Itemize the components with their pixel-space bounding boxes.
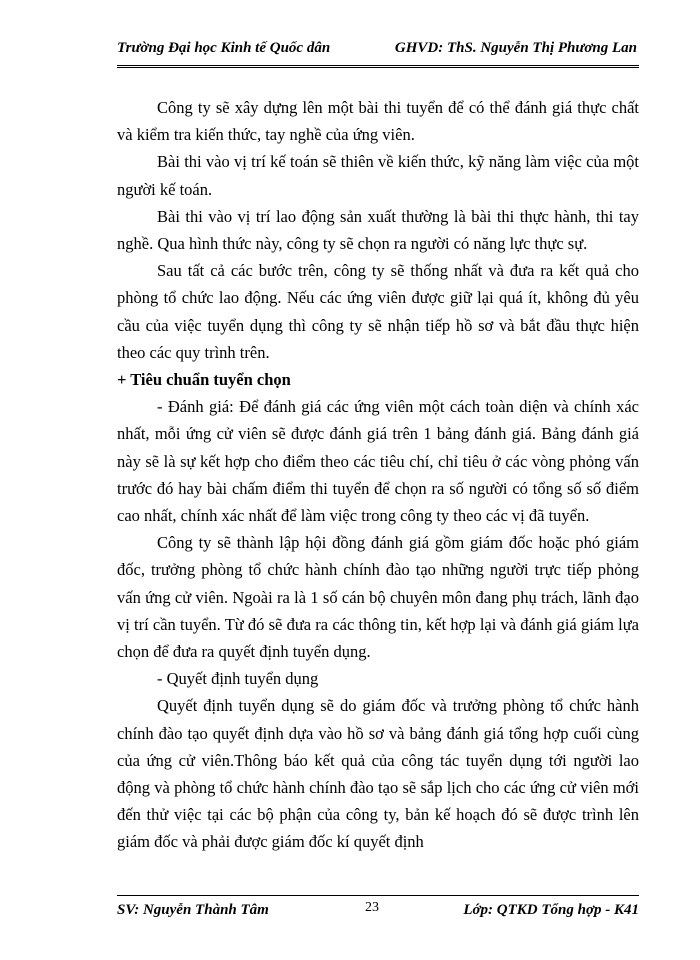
page-number: 23 bbox=[365, 900, 379, 915]
footer-class: Lớp: QTKD Tổng hợp - K41 bbox=[463, 902, 639, 918]
paragraph: Công ty sẽ xây dựng lên một bài thi tuyển để có thể đánh giá thực chất và kiểm tra kiến thức, tay nghề của ứng viên. bbox=[117, 98, 639, 145]
paragraph: Sau tất cả các bước trên, công ty sẽ thống nhất và đưa ra kết quả cho phòng tổ chức lao động. Nếu các ứng viên được giữ lại quá ít, không đủ yêu cầu của việc tuyển dụng thì công ty sẽ nhận tiếp hồ sơ và bắt đầu thực hiện theo các quy trình trên. bbox=[117, 261, 639, 362]
paragraph: Bài thi vào vị trí kế toán sẽ thiên về kiến thức, kỹ năng làm việc của một người kế toán. bbox=[117, 152, 639, 199]
subheading: - Quyết định tuyển dụng bbox=[157, 669, 319, 689]
header-rule bbox=[117, 65, 639, 68]
header-school: Trường Đại học Kinh tế Quốc dân bbox=[117, 40, 331, 56]
document-body bbox=[117, 94, 639, 856]
paragraph: Quyết định tuyển dụng sẽ do giám đốc và trưởng phòng tổ chức hành chính đào tạo quyết định dựa vào hồ sơ và bảng đánh giá tổng hợp cuối cùng của ứng cử viên.Thông báo kết quả của công tác tuyển dụng tới người lao động và phòng tổ chức hành chính đào tạo sẽ sắp lịch cho các ứng cử viên mới đến thử việc tại các bộ phận của công ty, bản kế hoạch đó sẽ được trình lên giám đốc và phải được giám đốc kí quyết định bbox=[117, 696, 639, 852]
footer-rule bbox=[117, 895, 639, 896]
section-heading: + Tiêu chuẩn tuyển chọn bbox=[117, 370, 291, 390]
paragraph: Công ty sẽ thành lập hội đồng đánh giá gồm giám đốc hoặc phó giám đốc, trưởng phòng tổ chức hành chính đào tạo những người trực tiếp phỏng vấn ứng cử viên. Ngoài ra là 1 số cán bộ chuyên môn đang phụ trách, lãnh đạo vị trí cần tuyển. Từ đó sẽ đưa ra các thông tin, kết hợp lại và đánh giá giám lựa chọn để đưa ra quyết định tuyển dụng. bbox=[117, 533, 639, 662]
footer-student: SV: Nguyễn Thành Tâm bbox=[117, 902, 269, 918]
paragraph: Bài thi vào vị trí lao động sản xuất thường là bài thi thực hành, thi tay nghề. Qua hình thức này, công ty sẽ chọn ra người có năng lực thực sự. bbox=[117, 206, 639, 254]
page-header bbox=[117, 38, 637, 62]
page-footer bbox=[117, 900, 639, 922]
header-advisor: GHVD: ThS. Nguyễn Thị Phương Lan bbox=[394, 40, 637, 56]
paragraph: - Đánh giá: Để đánh giá các ứng viên một cách toàn diện và chính xác nhất, mỗi ứng cử viên sẽ được đánh giá trên 1 bảng đánh giá. Bảng đánh giá này sẽ là sự kết hợp cho điểm theo các tiêu chí, chỉ tiêu ở các vòng phỏng vấn trước đó hay bài chấm điểm thi tuyển để chọn ra số người có tổng số số điểm cao nhất, chính xác nhất để làm việc trong công ty theo các vị đã tuyển. bbox=[117, 397, 639, 526]
